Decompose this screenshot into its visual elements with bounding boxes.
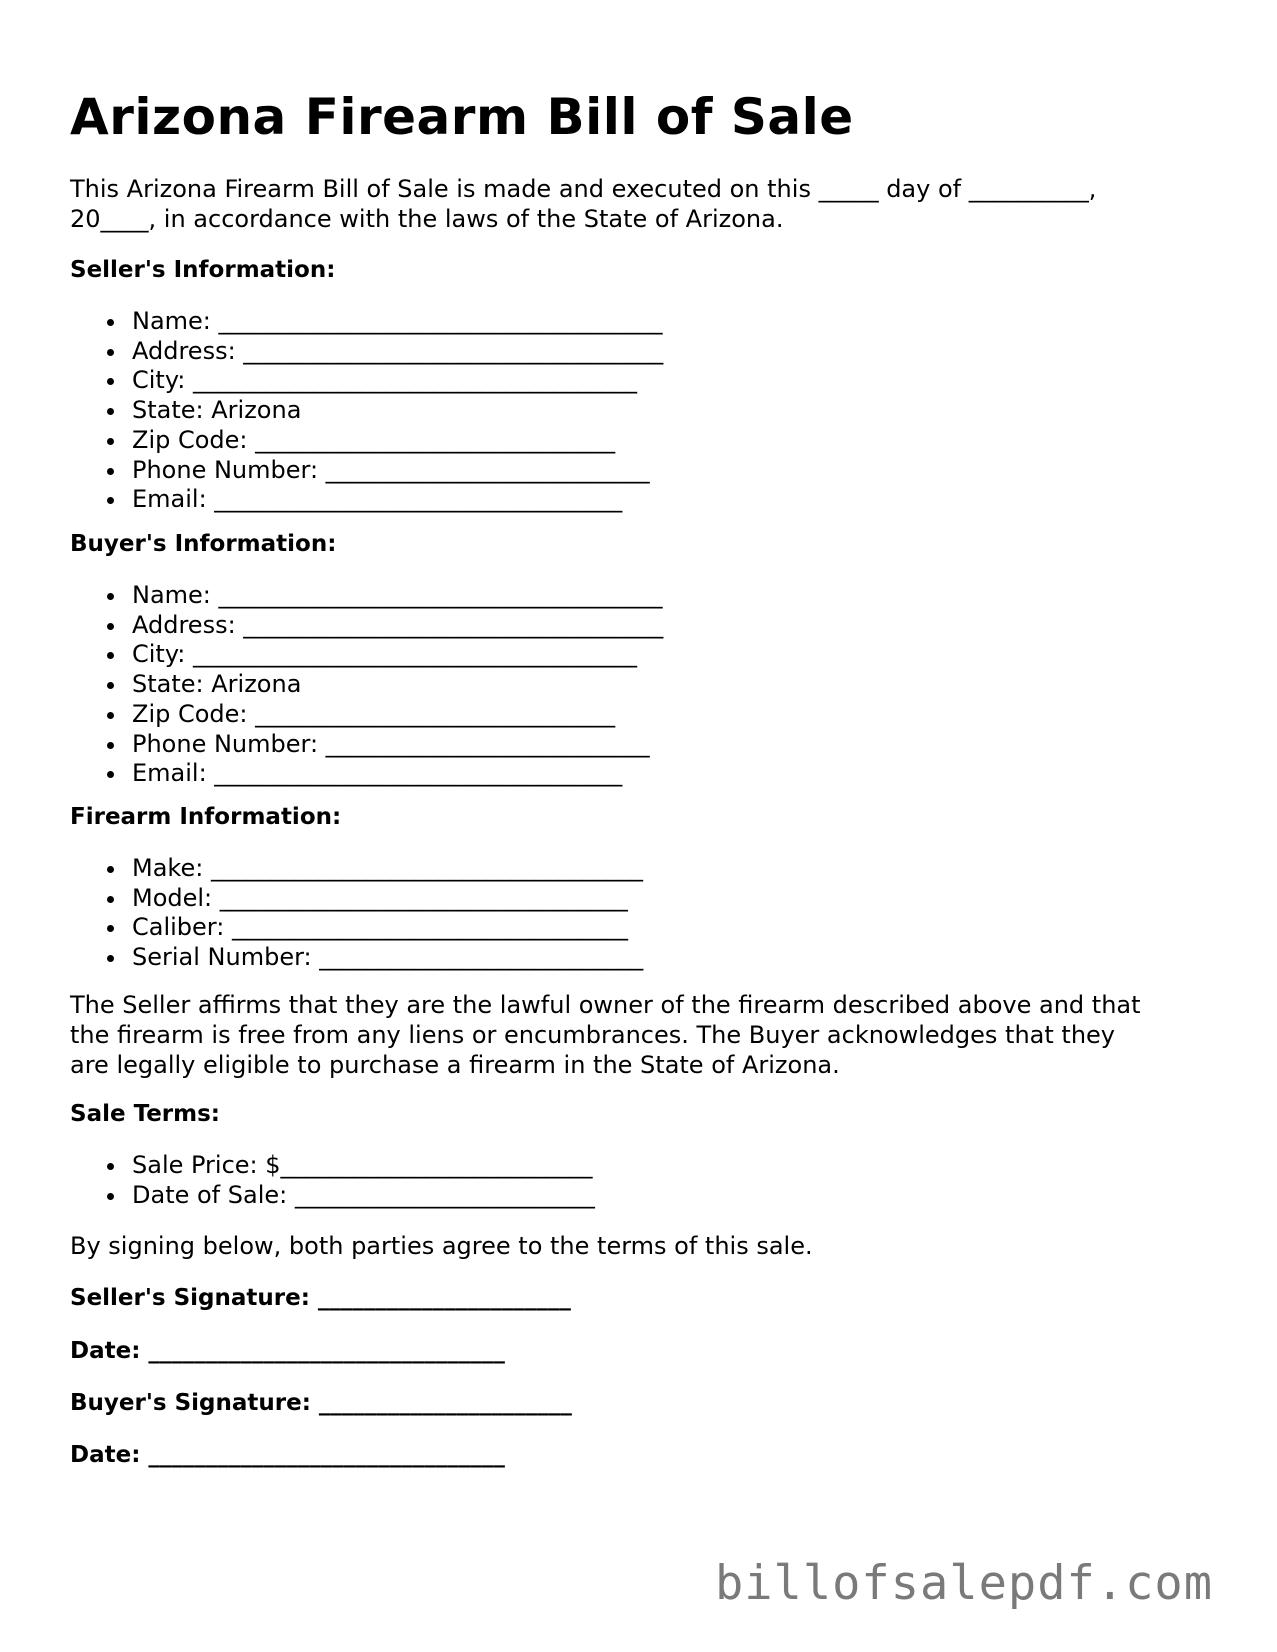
site-watermark: billofsalepdf.com: [714, 1556, 1213, 1611]
firearm-caliber-field: Caliber: _________________________________: [70, 913, 643, 943]
seller-address-field: Address: ___________________________________: [70, 337, 663, 367]
firearm-info-list: [70, 854, 643, 973]
seller-date-line: Date: _______________________________: [70, 1338, 505, 1364]
firearm-model-field: Model: __________________________________: [70, 884, 643, 914]
sale-terms-list: [70, 1151, 595, 1210]
buyer-address-field: Address: ___________________________________: [70, 611, 663, 641]
seller-phone-field: Phone Number: ___________________________: [70, 456, 663, 486]
seller-zip-field: Zip Code: ______________________________: [70, 426, 663, 456]
firearm-serial-field: Serial Number: ___________________________: [70, 943, 643, 973]
buyer-phone-field: Phone Number: ___________________________: [70, 730, 663, 760]
sale-date-field: Date of Sale: _________________________: [70, 1181, 595, 1211]
buyer-signature-line: Buyer's Signature: ______________________: [70, 1390, 572, 1416]
buyer-date-line: Date: _______________________________: [70, 1442, 505, 1468]
buyer-zip-field: Zip Code: ______________________________: [70, 700, 663, 730]
seller-heading: Seller's Information:: [70, 257, 336, 283]
buyer-heading: Buyer's Information:: [70, 531, 337, 557]
seller-signature-line: Seller's Signature: ______________________: [70, 1285, 571, 1311]
seller-state-field: State: Arizona: [70, 396, 663, 426]
affirmation-paragraph: The Seller affirms that they are the lawful owner of the firearm described above and that the firearm is free from any liens or encumbrances. The Buyer acknowledges that they are legally eligible to purchase a firearm in the State of Arizona.: [70, 991, 1141, 1079]
buyer-city-field: City: _____________________________________: [70, 640, 663, 670]
document-title: Arizona Firearm Bill of Sale: [70, 88, 854, 146]
buyer-info-list: [70, 581, 663, 789]
firearm-heading: Firearm Information:: [70, 804, 342, 830]
intro-paragraph: This Arizona Firearm Bill of Sale is made and executed on this _____ day of __________, 20____, in accordance with the laws of the State of Arizona.: [70, 175, 1097, 233]
agreement-paragraph: By signing below, both parties agree to the terms of this sale.: [70, 1232, 813, 1260]
seller-city-field: City: _____________________________________: [70, 366, 663, 396]
seller-info-list: [70, 307, 663, 515]
seller-name-field: Name: _____________________________________: [70, 307, 663, 337]
seller-email-field: Email: __________________________________: [70, 485, 663, 515]
buyer-email-field: Email: __________________________________: [70, 759, 663, 789]
firearm-make-field: Make: ____________________________________: [70, 854, 643, 884]
sale-terms-heading: Sale Terms:: [70, 1101, 221, 1127]
sale-price-field: Sale Price: $__________________________: [70, 1151, 595, 1181]
buyer-name-field: Name: _____________________________________: [70, 581, 663, 611]
buyer-state-field: State: Arizona: [70, 670, 663, 700]
